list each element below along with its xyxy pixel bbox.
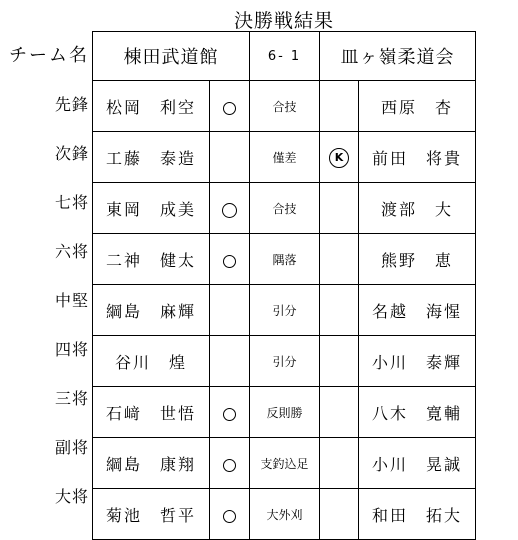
player-b: 八木 寛輔 [359, 387, 476, 438]
win-mark-b [320, 132, 359, 183]
results-table [92, 31, 476, 540]
table-row [93, 234, 476, 285]
win-k-icon: K [329, 148, 349, 168]
win-mark-b [320, 81, 359, 132]
win-mark-a [210, 183, 250, 234]
win-mark-a [210, 81, 250, 132]
team-header-row [93, 32, 476, 81]
win-mark-b [320, 234, 359, 285]
position-label: 七将 [54, 193, 89, 212]
bout-list [93, 81, 476, 540]
player-a: 工藤 泰造 [93, 132, 210, 183]
technique: 引分 [250, 285, 320, 336]
row-labels [0, 31, 90, 521]
team-a-name: 棟田武道館 [93, 32, 250, 81]
player-a: 東岡 成美 [93, 183, 210, 234]
player-a: 綱島 康翔 [93, 438, 210, 489]
position-label: 副将 [54, 438, 89, 457]
win-mark-b [320, 387, 359, 438]
player-a: 綱島 麻輝 [93, 285, 210, 336]
position-label: 中堅 [54, 291, 89, 310]
position-label: 先鋒 [54, 95, 89, 114]
win-circle-icon [223, 408, 236, 421]
table-row [93, 387, 476, 438]
win-mark-a [210, 285, 250, 336]
win-mark-b [320, 183, 359, 234]
table-row [93, 183, 476, 234]
win-circle-icon [223, 459, 236, 472]
table-row [93, 132, 476, 183]
player-a: 石﨑 世悟 [93, 387, 210, 438]
win-mark-a [210, 438, 250, 489]
position-label: 大将 [54, 487, 89, 506]
final-score: 6- 1 [250, 32, 320, 81]
win-mark-a [210, 234, 250, 285]
win-mark-b [320, 285, 359, 336]
win-mark-b [320, 489, 359, 540]
technique: 大外刈 [250, 489, 320, 540]
win-mark-a [210, 489, 250, 540]
player-b: 前田 将貴 [359, 132, 476, 183]
player-a: 菊池 哲平 [93, 489, 210, 540]
win-mark-b [320, 336, 359, 387]
team-name-label: チーム名 [9, 45, 89, 66]
player-b: 西原 杏 [359, 81, 476, 132]
player-b: 小川 泰輝 [359, 336, 476, 387]
win-mark-a [210, 387, 250, 438]
win-circle-icon [223, 510, 236, 523]
win-circle-icon [222, 203, 237, 218]
technique: 合技 [250, 81, 320, 132]
position-label: 次鋒 [54, 144, 89, 163]
win-circle-icon [223, 255, 236, 268]
player-a: 二神 健太 [93, 234, 210, 285]
team-b-name: 皿ヶ嶺柔道会 [320, 32, 476, 81]
table-row [93, 81, 476, 132]
table-row [93, 438, 476, 489]
technique: 隅落 [250, 234, 320, 285]
page-title: 決勝戦結果 [234, 10, 335, 32]
position-label: 六将 [54, 242, 89, 261]
win-mark-b [320, 438, 359, 489]
player-a: 谷川 煌 [93, 336, 210, 387]
win-mark-a [210, 336, 250, 387]
table-row [93, 285, 476, 336]
position-label: 四将 [54, 340, 89, 359]
player-b: 熊野 恵 [359, 234, 476, 285]
technique: 支釣込足 [250, 438, 320, 489]
player-b: 名越 海惺 [359, 285, 476, 336]
position-label: 三将 [54, 389, 89, 408]
technique: 僅差 [250, 132, 320, 183]
player-b: 渡部 大 [359, 183, 476, 234]
win-circle-icon [223, 102, 236, 115]
technique: 反則勝 [250, 387, 320, 438]
technique: 合技 [250, 183, 320, 234]
technique: 引分 [250, 336, 320, 387]
win-mark-a [210, 132, 250, 183]
player-b: 小川 晃誠 [359, 438, 476, 489]
table-row [93, 489, 476, 540]
player-a: 松岡 利空 [93, 81, 210, 132]
table-row [93, 336, 476, 387]
player-b: 和田 拓大 [359, 489, 476, 540]
